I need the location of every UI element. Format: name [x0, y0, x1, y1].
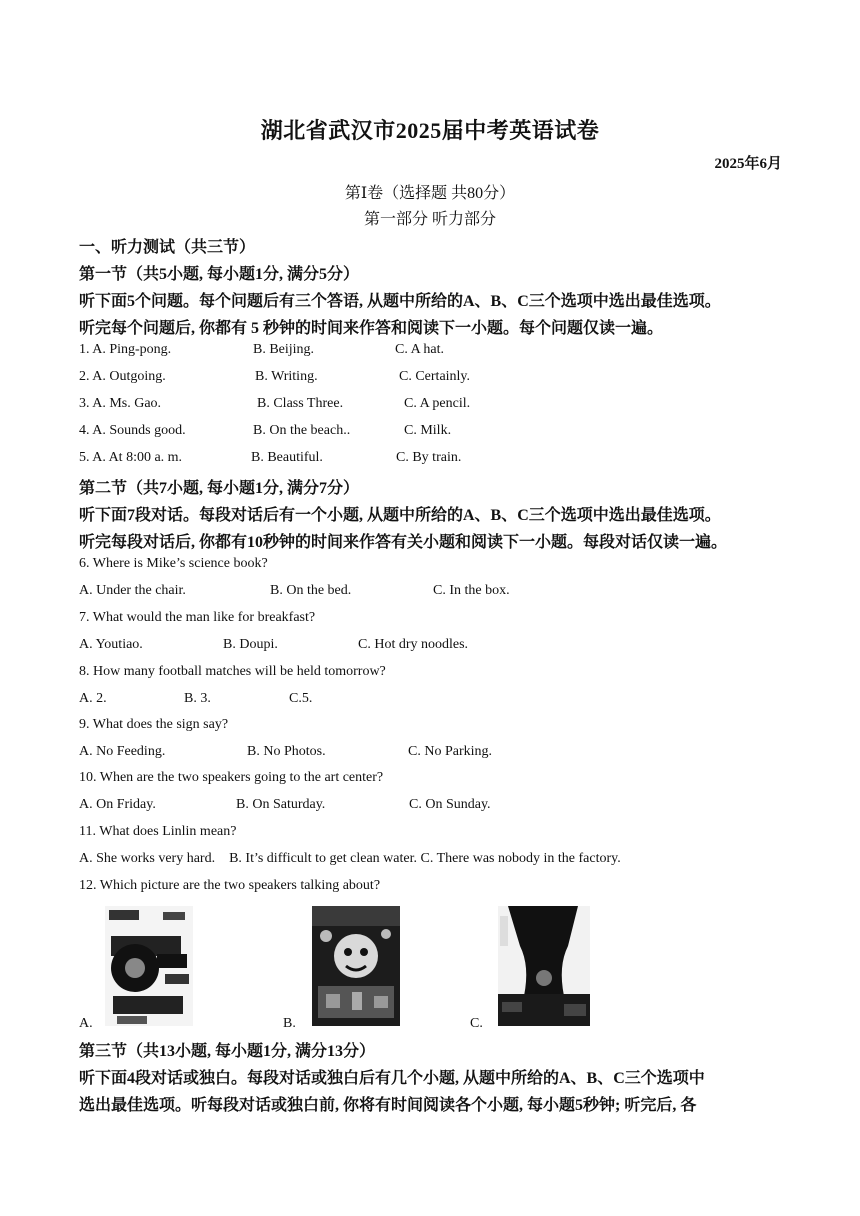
- exam-date: 2025年6月: [714, 156, 782, 172]
- section2-instruction-2: 听完每段对话后, 你都有10秒钟的时间来作答有关小题和阅读下一小题。每段对话仅读一遍。: [79, 534, 728, 551]
- q10-option-c: C. On Sunday.: [409, 797, 491, 812]
- q9-option-b: B. No Photos.: [247, 744, 326, 759]
- q2-option-b: B. Writing.: [255, 369, 318, 384]
- q7-option-a: A. Youtiao.: [79, 637, 143, 652]
- q4-option-b: B. On the beach..: [253, 423, 351, 438]
- q3-option-b: B. Class Three.: [257, 396, 344, 411]
- section2-heading: 第二节（共7小题, 每小题1分, 满分7分）: [79, 480, 360, 497]
- volume-heading: 第Ⅰ卷（选择题 共80分）: [344, 185, 516, 202]
- q2-option-c: C. Certainly.: [399, 369, 471, 384]
- q2-option-a: 2. A. Outgoing.: [79, 369, 166, 384]
- section3-heading: 第三节（共13小题, 每小题1分, 满分13分）: [79, 1043, 376, 1060]
- q12-label-b: B.: [283, 1016, 296, 1031]
- q3-option-c: C. A pencil.: [404, 396, 471, 411]
- section2-instruction-1: 听下面7段对话。每段对话后有一个小题, 从题中所给的A、B、C三个选项中选出最佳选项。: [79, 507, 721, 524]
- section1-instruction-2: 听完每个问题后, 你都有 5 秒钟的时间来作答和阅读下一小题。每个问题仅读一遍。: [79, 320, 664, 337]
- q6-option-b: B. On the bed.: [270, 583, 352, 598]
- section3-instruction-1: 听下面4段对话或独白。每段对话或独白后有几个小题, 从题中所给的A、B、C三个选项中: [79, 1070, 705, 1087]
- section1-instruction-1: 听下面5个问题。每个问题后有三个答语, 从题中所给的A、B、C三个选项中选出最佳选项。: [79, 293, 721, 310]
- q8-question: 8. How many football matches will be held tomorrow?: [79, 664, 386, 679]
- q12-label-a: A.: [79, 1016, 93, 1031]
- q5-option-a: 5. A. At 8:00 a. m.: [79, 450, 183, 465]
- q10-option-b: B. On Saturday.: [236, 797, 326, 812]
- q1-option-b: B. Beijing.: [253, 342, 315, 357]
- q12-picture-a: [105, 906, 193, 1026]
- q1-option-a: 1. A. Ping-pong.: [79, 342, 172, 357]
- section-main-heading: 一、听力测试（共三节）: [79, 239, 256, 256]
- q10-question: 10. When are the two speakers going to the art center?: [79, 770, 384, 785]
- q7-option-c: C. Hot dry noodles.: [358, 637, 469, 652]
- q8-option-c: C.5.: [289, 691, 313, 706]
- q5-option-b: B. Beautiful.: [251, 450, 323, 465]
- q7-option-b: B. Doupi.: [223, 637, 278, 652]
- q9-option-a: A. No Feeding.: [79, 744, 166, 759]
- q4-option-a: 4. A. Sounds good.: [79, 423, 186, 438]
- q11-question: 11. What does Linlin mean?: [79, 824, 237, 839]
- q10-option-a: A. On Friday.: [79, 797, 156, 812]
- q8-option-a: A. 2.: [79, 691, 107, 706]
- section3-instruction-2: 选出最佳选项。听每段对话或独白前, 你将有时间阅读各个小题, 每小题5秒钟; 听完后, 各: [79, 1097, 697, 1114]
- q3-option-a: 3. A. Ms. Gao.: [79, 396, 162, 411]
- section1-heading: 第一节（共5小题, 每小题1分, 满分5分）: [79, 266, 360, 283]
- page-title: 湖北省武汉市2025届中考英语试卷: [260, 118, 600, 143]
- q6-option-a: A. Under the chair.: [79, 583, 186, 598]
- q5-option-c: C. By train.: [396, 450, 462, 465]
- q7-question: 7. What would the man like for breakfast?: [79, 610, 316, 625]
- q6-question: 6. Where is Mike’s science book?: [79, 556, 268, 571]
- q12-question: 12. Which picture are the two speakers talking about?: [79, 878, 381, 893]
- q12-label-c: C.: [470, 1016, 483, 1031]
- q4-option-c: C. Milk.: [404, 423, 452, 438]
- q12-picture-b: [312, 906, 400, 1026]
- q12-picture-c: [498, 906, 590, 1026]
- q9-option-c: C. No Parking.: [408, 744, 492, 759]
- part-heading: 第一部分 听力部分: [363, 211, 496, 228]
- q8-option-b: B. 3.: [184, 691, 211, 706]
- q1-option-c: C. A hat.: [395, 342, 445, 357]
- q9-question: 9. What does the sign say?: [79, 717, 229, 732]
- q11-options: A. She works very hard. B. It’s difficult to get clean water. C. There was nobody in the factory.: [79, 851, 621, 866]
- q6-option-c: C. In the box.: [433, 583, 510, 598]
